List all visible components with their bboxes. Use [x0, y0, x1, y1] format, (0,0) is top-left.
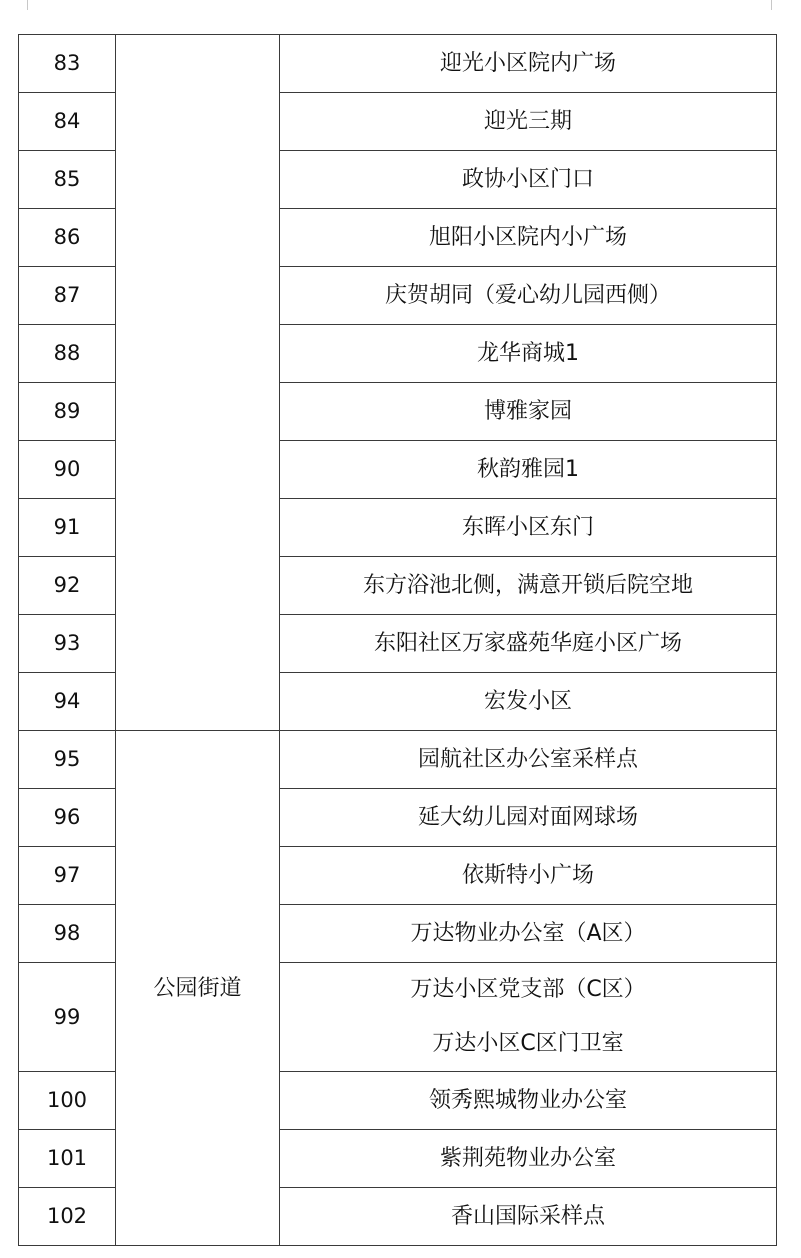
site-cell: 东阳社区万家盛苑华庭小区广场 [280, 615, 777, 673]
site-cell: 东晖小区东门 [280, 499, 777, 557]
row-number: 95 [19, 731, 116, 789]
row-number: 84 [19, 93, 116, 151]
table-row [19, 731, 777, 789]
site-cell [280, 963, 777, 1072]
row-number: 89 [19, 383, 116, 441]
row-number: 90 [19, 441, 116, 499]
row-number: 92 [19, 557, 116, 615]
site-cell: 宏发小区 [280, 673, 777, 731]
row-number: 98 [19, 905, 116, 963]
site-cell: 秋韵雅园1 [280, 441, 777, 499]
site-cell: 领秀熙城物业办公室 [280, 1072, 777, 1130]
site-cell: 延大幼儿园对面网球场 [280, 789, 777, 847]
site-cell: 香山国际采样点 [280, 1188, 777, 1246]
site-cell: 园航社区办公室采样点 [280, 731, 777, 789]
row-number: 102 [19, 1188, 116, 1246]
row-number: 86 [19, 209, 116, 267]
page-corner-mark-left [27, 0, 28, 10]
row-number: 101 [19, 1130, 116, 1188]
row-number: 91 [19, 499, 116, 557]
row-number: 83 [19, 35, 116, 93]
site-cell: 庆贺胡同（爱心幼儿园西侧） [280, 267, 777, 325]
site-name: 万达小区党支部（C区） [410, 977, 646, 1002]
site-cell: 万达物业办公室（A区） [280, 905, 777, 963]
site-cell: 政协小区门口 [280, 151, 777, 209]
row-number: 88 [19, 325, 116, 383]
row-number: 99 [19, 963, 116, 1072]
row-number: 97 [19, 847, 116, 905]
district-cell [116, 35, 280, 731]
row-number: 96 [19, 789, 116, 847]
row-number: 93 [19, 615, 116, 673]
table-row [19, 35, 777, 93]
row-number: 100 [19, 1072, 116, 1130]
site-cell: 博雅家园 [280, 383, 777, 441]
site-cell: 东方浴池北侧，满意开锁后院空地 [280, 557, 777, 615]
site-cell: 旭阳小区院内小广场 [280, 209, 777, 267]
site-name: 万达小区C区门卫室 [432, 1031, 624, 1056]
row-number: 87 [19, 267, 116, 325]
site-cell: 紫荆苑物业办公室 [280, 1130, 777, 1188]
sampling-site-table [18, 34, 777, 1246]
site-cell: 依斯特小广场 [280, 847, 777, 905]
page-corner-mark-right [771, 0, 772, 10]
site-cell: 龙华商城1 [280, 325, 777, 383]
row-number: 94 [19, 673, 116, 731]
row-number: 85 [19, 151, 116, 209]
site-cell: 迎光三期 [280, 93, 777, 151]
table-body [19, 35, 777, 1246]
site-cell: 迎光小区院内广场 [280, 35, 777, 93]
district-cell: 公园街道 [116, 731, 280, 1246]
